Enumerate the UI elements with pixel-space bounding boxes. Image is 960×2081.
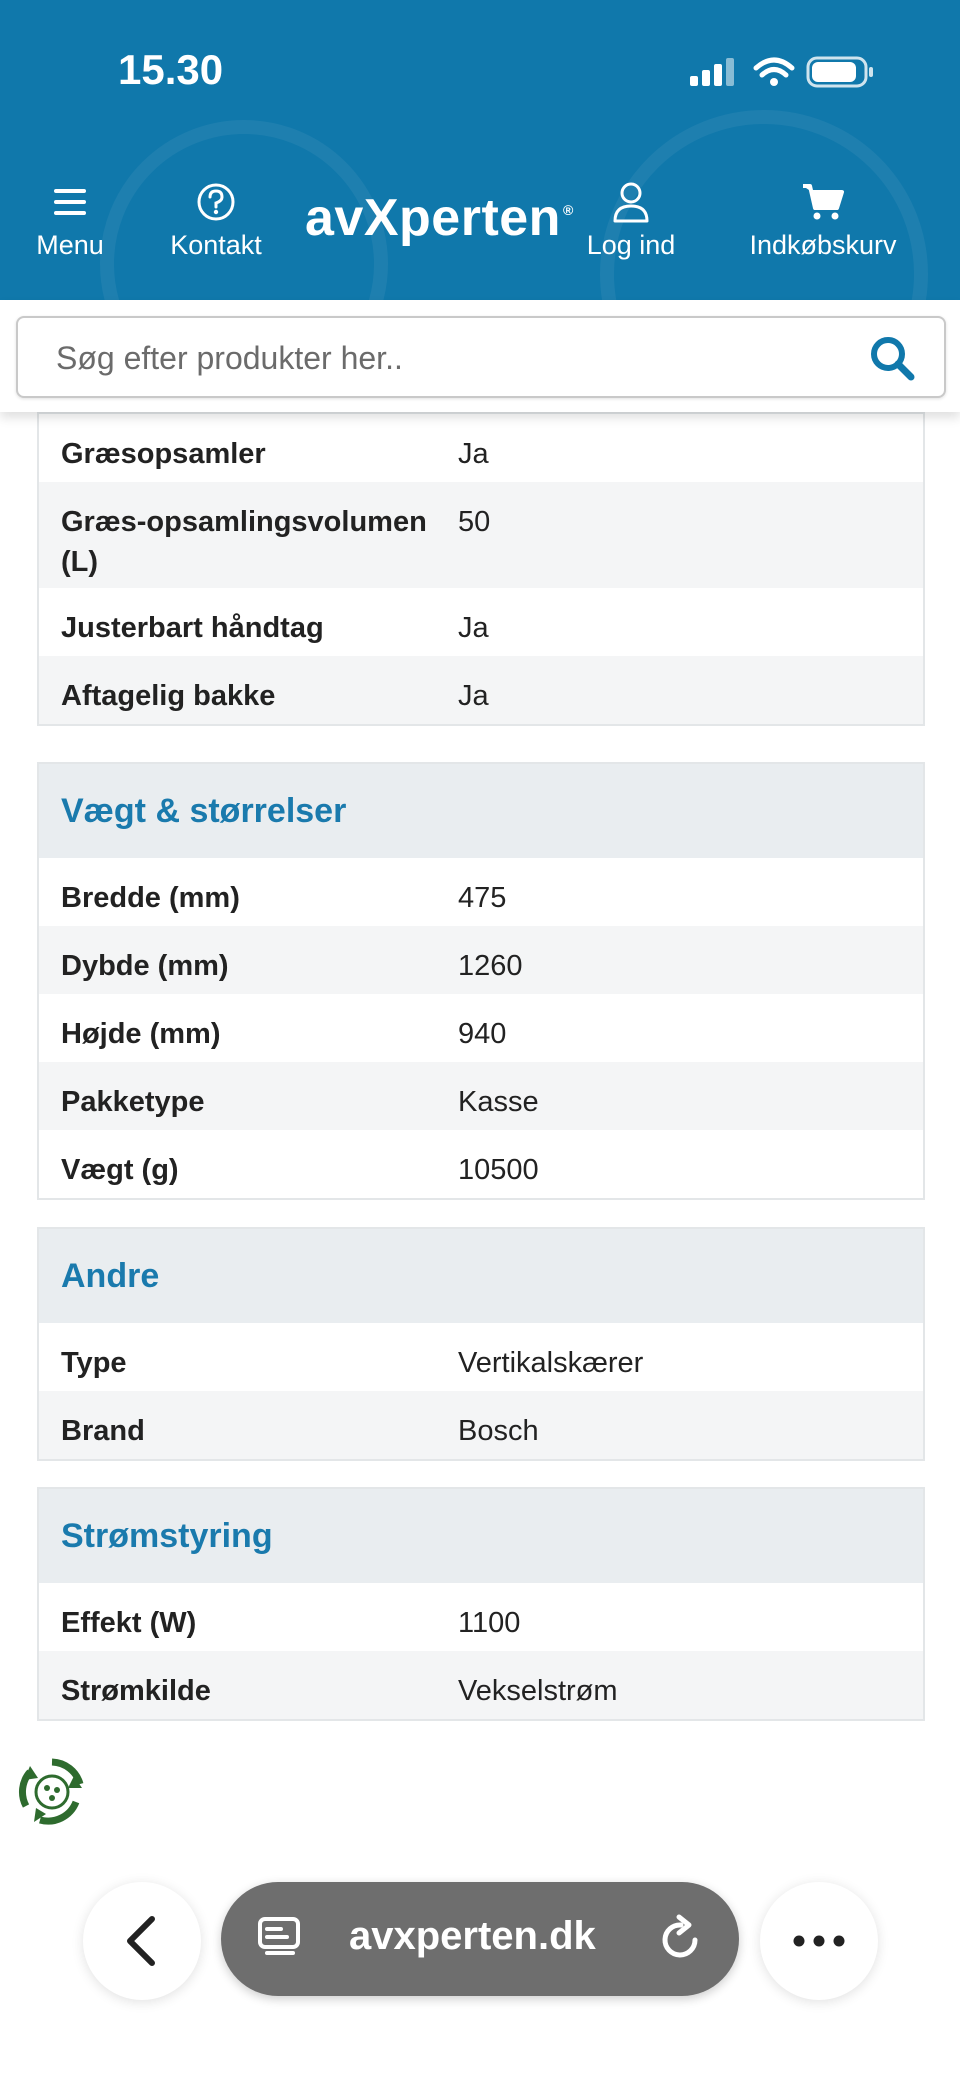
spec-value: 1100 xyxy=(458,1607,521,1639)
login-label: Log ind xyxy=(586,230,676,260)
cart-icon xyxy=(743,178,903,226)
spec-value: 10500 xyxy=(458,1154,539,1186)
spec-value: Ja xyxy=(458,438,489,470)
spec-label: Græsopsamler xyxy=(61,438,266,470)
spec-value: Ja xyxy=(458,680,489,712)
section-title: Andre xyxy=(39,1229,923,1323)
search-bar xyxy=(0,300,960,412)
chevron-left-icon xyxy=(122,1915,162,1967)
help-circle-icon xyxy=(136,178,296,226)
spec-label: Højde (mm) xyxy=(61,1018,221,1050)
hamburger-icon xyxy=(0,178,150,226)
table-row xyxy=(39,994,923,1062)
spec-label: Græs-opsamlingsvolumen (L) xyxy=(61,506,427,578)
url-text: avxperten.dk xyxy=(349,1914,596,1958)
spec-label: Strømkilde xyxy=(61,1675,211,1707)
table-row xyxy=(39,1391,923,1459)
login-button[interactable] xyxy=(551,178,711,261)
section-title: Strømstyring xyxy=(39,1489,923,1583)
search-input[interactable] xyxy=(54,318,838,398)
back-button[interactable] xyxy=(83,1882,201,2000)
cart-label: Indkøbskurv xyxy=(749,230,897,260)
table-row xyxy=(39,656,923,724)
spec-card-power xyxy=(37,1487,925,1721)
table-row xyxy=(39,588,923,656)
address-bar[interactable] xyxy=(221,1882,739,1996)
spec-label: Type xyxy=(61,1347,127,1379)
spec-label: Brand xyxy=(61,1415,145,1447)
spec-value: Kasse xyxy=(458,1086,539,1118)
spec-card-other xyxy=(37,1227,925,1461)
cart-button[interactable] xyxy=(743,178,903,261)
table-row xyxy=(39,858,923,926)
spec-label: Dybde (mm) xyxy=(61,950,229,982)
spec-label: Vægt (g) xyxy=(61,1154,179,1186)
logo-registered-mark: ® xyxy=(562,202,574,218)
tabs-icon[interactable] xyxy=(257,1916,303,1967)
table-row xyxy=(39,1583,923,1651)
section-title: Vægt & størrelser xyxy=(39,764,923,858)
search-icon xyxy=(868,334,916,382)
spec-value: Vekselstrøm xyxy=(458,1675,618,1707)
status-time: 15.30 xyxy=(118,46,224,93)
spec-label: Aftagelig bakke xyxy=(61,680,276,712)
spec-label: Justerbart håndtag xyxy=(61,612,324,644)
spec-card-collection xyxy=(37,412,925,726)
spec-label: Bredde (mm) xyxy=(61,882,240,914)
spec-value: 1260 xyxy=(458,950,523,982)
spec-card-weight-size xyxy=(37,762,925,1200)
search-box xyxy=(16,316,946,398)
status-icons xyxy=(680,52,880,92)
spec-value: 50 xyxy=(458,506,491,538)
table-row xyxy=(39,482,923,588)
spec-value: Bosch xyxy=(458,1415,539,1447)
contact-button[interactable] xyxy=(136,178,296,261)
table-row xyxy=(39,1323,923,1391)
contact-label: Kontakt xyxy=(170,230,262,260)
recycle-badge-icon[interactable] xyxy=(16,1756,88,1828)
site-header xyxy=(0,0,960,300)
menu-button[interactable] xyxy=(0,178,150,261)
spec-value: Vertikalskærer xyxy=(458,1347,644,1379)
spec-label: Effekt (W) xyxy=(61,1607,197,1639)
spec-value: 475 xyxy=(458,882,507,914)
spec-value: Ja xyxy=(458,612,489,644)
user-icon xyxy=(551,178,711,226)
menu-label: Menu xyxy=(36,230,104,260)
reload-icon[interactable] xyxy=(659,1914,703,1967)
table-row xyxy=(39,926,923,994)
more-dots-icon xyxy=(793,1935,845,1947)
spec-label: Pakketype xyxy=(61,1086,205,1118)
table-row xyxy=(39,1651,923,1719)
table-row xyxy=(39,414,923,482)
signal-wifi-battery-icon xyxy=(680,52,880,92)
logo-text: avXperten xyxy=(305,189,561,247)
table-row xyxy=(39,1130,923,1198)
site-logo[interactable] xyxy=(305,188,572,248)
spec-value: 940 xyxy=(458,1018,507,1050)
table-row xyxy=(39,1062,923,1130)
search-button[interactable] xyxy=(868,334,916,382)
more-options-button[interactable] xyxy=(760,1882,878,2000)
